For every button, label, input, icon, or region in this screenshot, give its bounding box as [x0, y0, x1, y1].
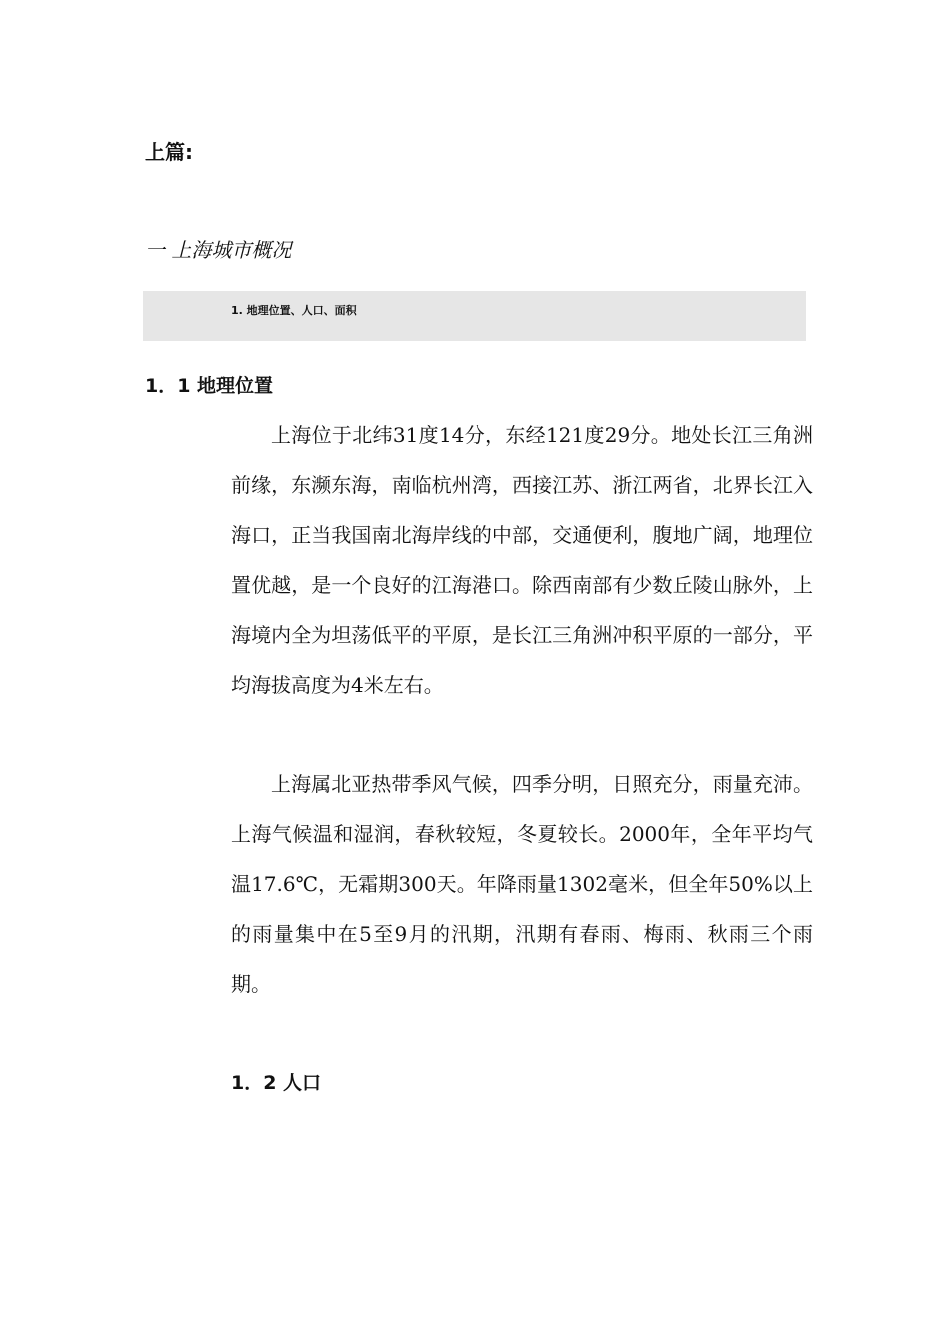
- toc-entry[interactable]: 1. 地理位置、人口、面积: [231, 304, 357, 317]
- paragraph-location: 上海位于北纬31度14分，东经121度29分。地处长江三角洲前缘，东濒东海，南临杭州湾，西接江苏、浙江两省，北界长江入海口，正当我国南北海岸线的中部，交通便利，腹地广阔，地理位置优越，是一个良好的江海港口。除西南部有少数丘陵山脉外，上海境内全为坦荡低平的平原，是长江三角洲冲积平原的一部分，平均海拔高度为4米左右。: [231, 423, 813, 697]
- section-heading-geography: 1．1 地理位置: [145, 375, 274, 397]
- section-heading-population: 1．2 人口: [231, 1072, 322, 1094]
- chapter-title: 一 上海城市概况: [145, 238, 292, 262]
- paragraph-climate: 上海属北亚热带季风气候，四季分明，日照充分，雨量充沛。上海气候温和湿润，春秋较短，冬夏较长。2000年，全年平均气温17.6℃，无霜期300天。年降雨量1302毫米，但全年50%以上的雨量集中在5至9月的汛期，汛期有春雨、梅雨、秋雨三个雨期。: [231, 772, 813, 996]
- toc-box: [143, 291, 806, 341]
- part-title: 上篇:: [145, 140, 193, 164]
